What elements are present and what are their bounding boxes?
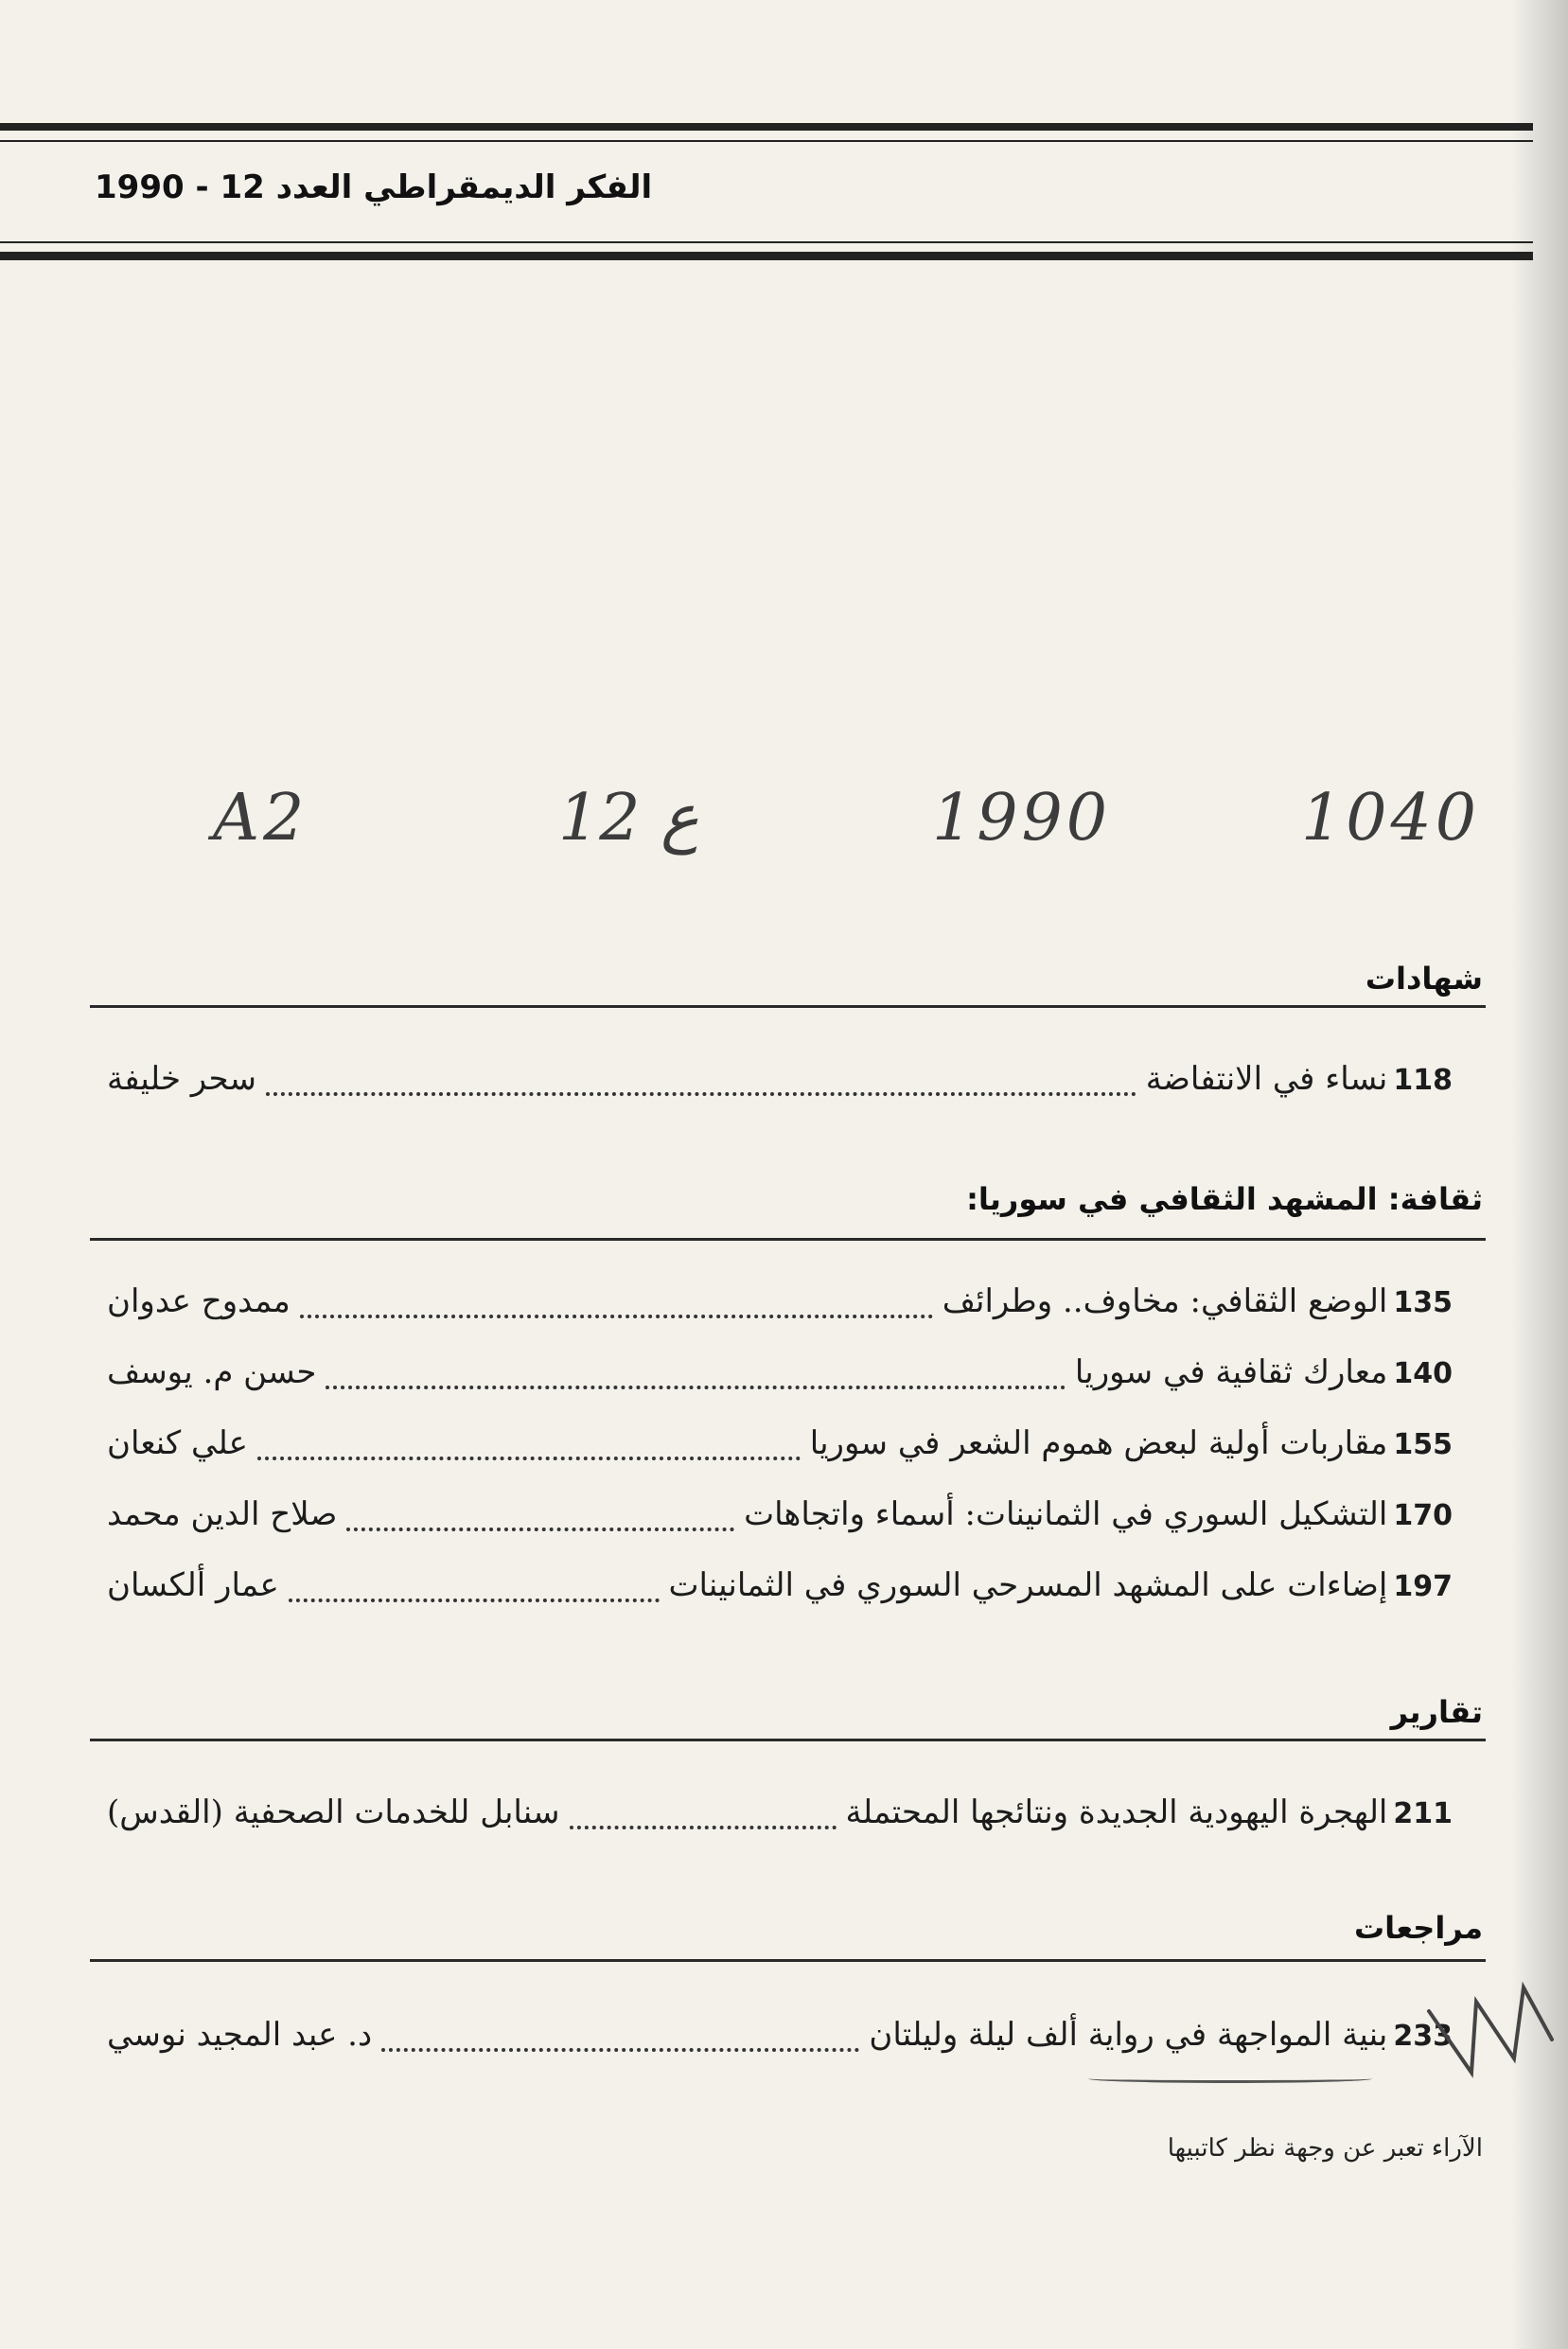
dot-leader bbox=[266, 1071, 1136, 1096]
section-heading: ثقافة: المشهد الثقافي في سوريا: bbox=[966, 1181, 1483, 1217]
entry-page-number: 211 bbox=[1393, 1797, 1453, 1830]
journal-header: الفكر الديمقراطي العدد 12 - 1990 bbox=[95, 168, 653, 206]
entry-title: مقاربات أولية لبعض هموم الشعر في سوريا bbox=[809, 1424, 1388, 1462]
toc-entry bbox=[90, 1566, 1462, 1614]
entry-page-number: 140 bbox=[1393, 1357, 1453, 1390]
header-rule-bottom-thick bbox=[0, 252, 1533, 260]
header-rule-top-thin bbox=[0, 140, 1533, 142]
header-rule-top-thick bbox=[0, 123, 1533, 131]
entry-author: سحر خليفة bbox=[107, 1060, 256, 1098]
entry-author: عمار ألكسان bbox=[107, 1566, 279, 1604]
pen-underline-mark bbox=[1088, 2075, 1372, 2083]
header-rule-bottom-thin bbox=[0, 241, 1533, 243]
handwritten-note-item: A2 bbox=[213, 781, 308, 856]
dot-leader bbox=[257, 1436, 801, 1460]
entry-page-number: 170 bbox=[1393, 1499, 1453, 1532]
entry-title: معارك ثقافية في سوريا bbox=[1074, 1353, 1388, 1391]
entry-title: نساء في الانتفاضة bbox=[1145, 1060, 1388, 1098]
entry-page-number: 155 bbox=[1393, 1428, 1453, 1461]
toc-entry bbox=[90, 1495, 1462, 1543]
dot-leader bbox=[300, 1294, 933, 1318]
dot-leader bbox=[570, 1805, 837, 1829]
handwritten-note-item: 12 ع bbox=[558, 781, 699, 856]
toc-entry bbox=[90, 1793, 1462, 1841]
disclaimer-footnote: الآراء تعبر عن وجهة نظر كاتبيها bbox=[1167, 2134, 1483, 2163]
section-rule bbox=[90, 1739, 1486, 1741]
entry-author: سنابل للخدمات الصحفية (القدس) bbox=[107, 1793, 560, 1831]
entry-title: بنية المواجهة في رواية ألف ليلة وليلتان bbox=[869, 2016, 1388, 2054]
toc-entry bbox=[90, 2016, 1462, 2063]
handwritten-margin-mark bbox=[1419, 1973, 1561, 2087]
toc-entry bbox=[90, 1060, 1462, 1107]
entry-page-number: 197 bbox=[1393, 1570, 1453, 1603]
bleed-through-text bbox=[662, 9, 908, 76]
entry-author: علي كنعان bbox=[107, 1424, 248, 1462]
entry-title: الوضع الثقافي: مخاوف.. وطرائف bbox=[942, 1282, 1388, 1320]
entry-title: الهجرة اليهودية الجديدة ونتائجها المحتملة bbox=[845, 1793, 1388, 1831]
toc-entry bbox=[90, 1282, 1462, 1330]
dot-leader bbox=[381, 2027, 859, 2052]
section-heading: شهادات bbox=[1365, 961, 1483, 997]
toc-entry bbox=[90, 1424, 1462, 1472]
entry-title: إضاءات على المشهد المسرحي السوري في الثمانينات bbox=[668, 1566, 1388, 1604]
section-rule bbox=[90, 1959, 1486, 1962]
handwritten-note-item: 1990 bbox=[932, 781, 1112, 856]
section-rule bbox=[90, 1005, 1486, 1008]
section-heading: تقارير bbox=[1390, 1694, 1483, 1730]
handwritten-note-item: 1040 bbox=[1301, 781, 1481, 856]
dot-leader bbox=[346, 1507, 734, 1531]
entry-page-number: 118 bbox=[1393, 1064, 1453, 1097]
entry-title: التشكيل السوري في الثمانينات: أسماء واتجاهات bbox=[744, 1495, 1388, 1533]
entry-page-number: 233 bbox=[1393, 2020, 1453, 2053]
dot-leader bbox=[326, 1365, 1065, 1389]
entry-author: صلاح الدين محمد bbox=[107, 1495, 338, 1533]
entry-author: ممدوح عدوان bbox=[107, 1282, 291, 1320]
entry-page-number: 135 bbox=[1393, 1286, 1453, 1319]
entry-author: د. عبد المجيد نوسي bbox=[107, 2016, 373, 2054]
section-heading: مراجعات bbox=[1354, 1910, 1483, 1946]
entry-author: حسن م. يوسف bbox=[107, 1353, 317, 1391]
section-rule bbox=[90, 1238, 1486, 1241]
dot-leader bbox=[289, 1578, 660, 1602]
toc-entry bbox=[90, 1353, 1462, 1401]
